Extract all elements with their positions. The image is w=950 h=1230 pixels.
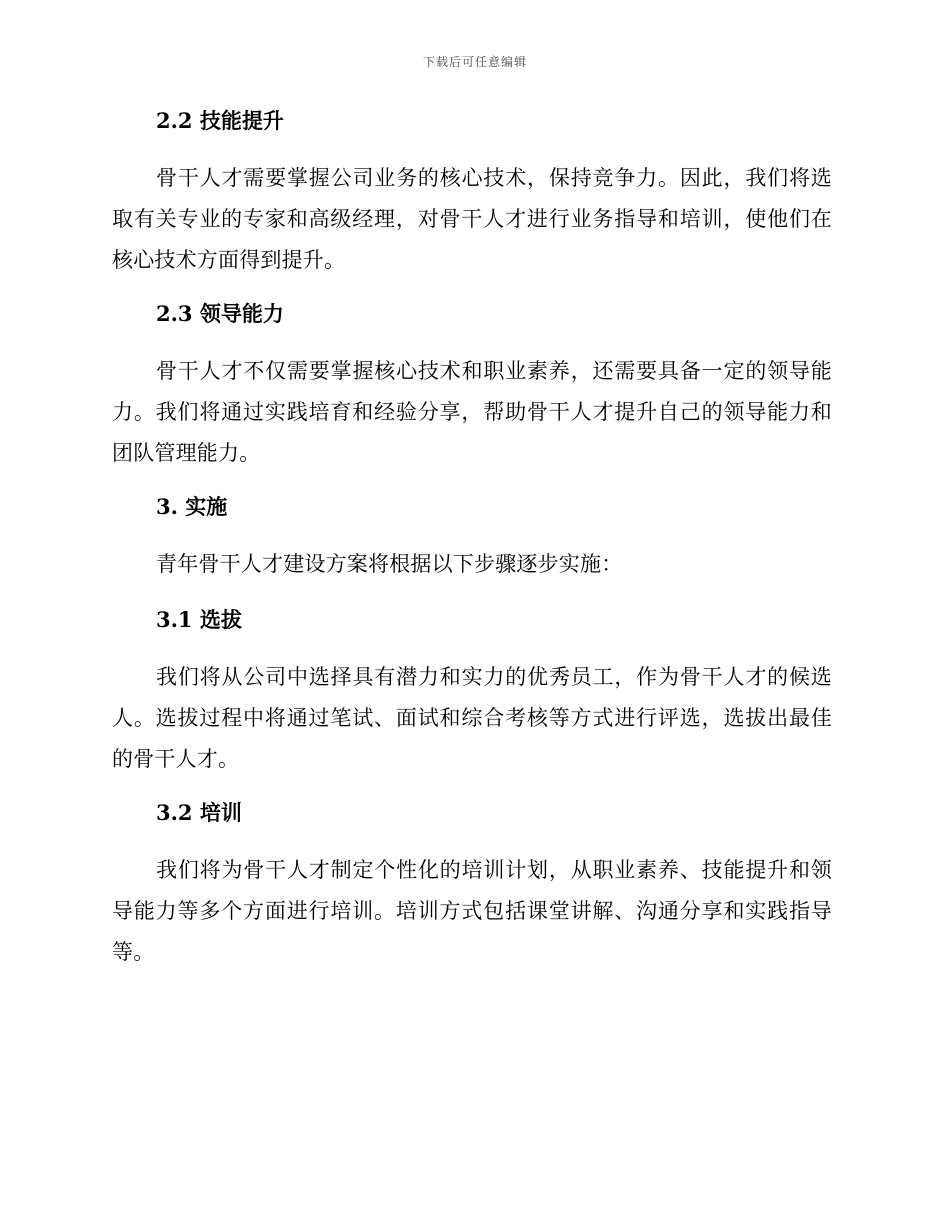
section-paragraph: 骨干人才需要掌握公司业务的核心技术，保持竞争力。因此，我们将选取有关专业的专家和高级经理，对骨干人才进行业务指导和培训，使他们在核心技术方面得到提升。: [112, 166, 832, 272]
section-2-3: [112, 299, 832, 474]
section-heading: 3.2 培训: [156, 800, 242, 825]
section-paragraph: 我们将从公司中选择具有潜力和实力的优秀员工，作为骨干人才的候选人。选拔过程中将通过笔试、面试和综合考核等方式进行评选，选拔出最佳的骨干人才。: [112, 665, 832, 771]
section-3-1: [112, 605, 832, 780]
section-heading: 2.3 领导能力: [156, 301, 284, 326]
section-heading: 3.1 选拔: [156, 607, 242, 632]
section-2-2: [112, 106, 832, 281]
section-paragraph: 我们将为骨干人才制定个性化的培训计划，从职业素养、技能提升和领导能力等多个方面进行培训。培训方式包括课堂讲解、沟通分享和实践指导等。: [112, 858, 832, 964]
section-paragraph: 青年骨干人才建设方案将根据以下步骤逐步实施：: [156, 552, 623, 576]
section-heading: 2.2 技能提升: [156, 108, 284, 133]
page-header-note: 下载后可任意编辑: [422, 55, 527, 69]
section-3: [112, 492, 832, 585]
section-3-2: [112, 798, 832, 973]
section-paragraph: 骨干人才不仅需要掌握核心技术和职业素养，还需要具备一定的领导能力。我们将通过实践培育和经验分享，帮助骨干人才提升自己的领导能力和团队管理能力。: [112, 359, 832, 465]
section-heading: 3. 实施: [156, 494, 228, 519]
document-body: [112, 106, 832, 991]
